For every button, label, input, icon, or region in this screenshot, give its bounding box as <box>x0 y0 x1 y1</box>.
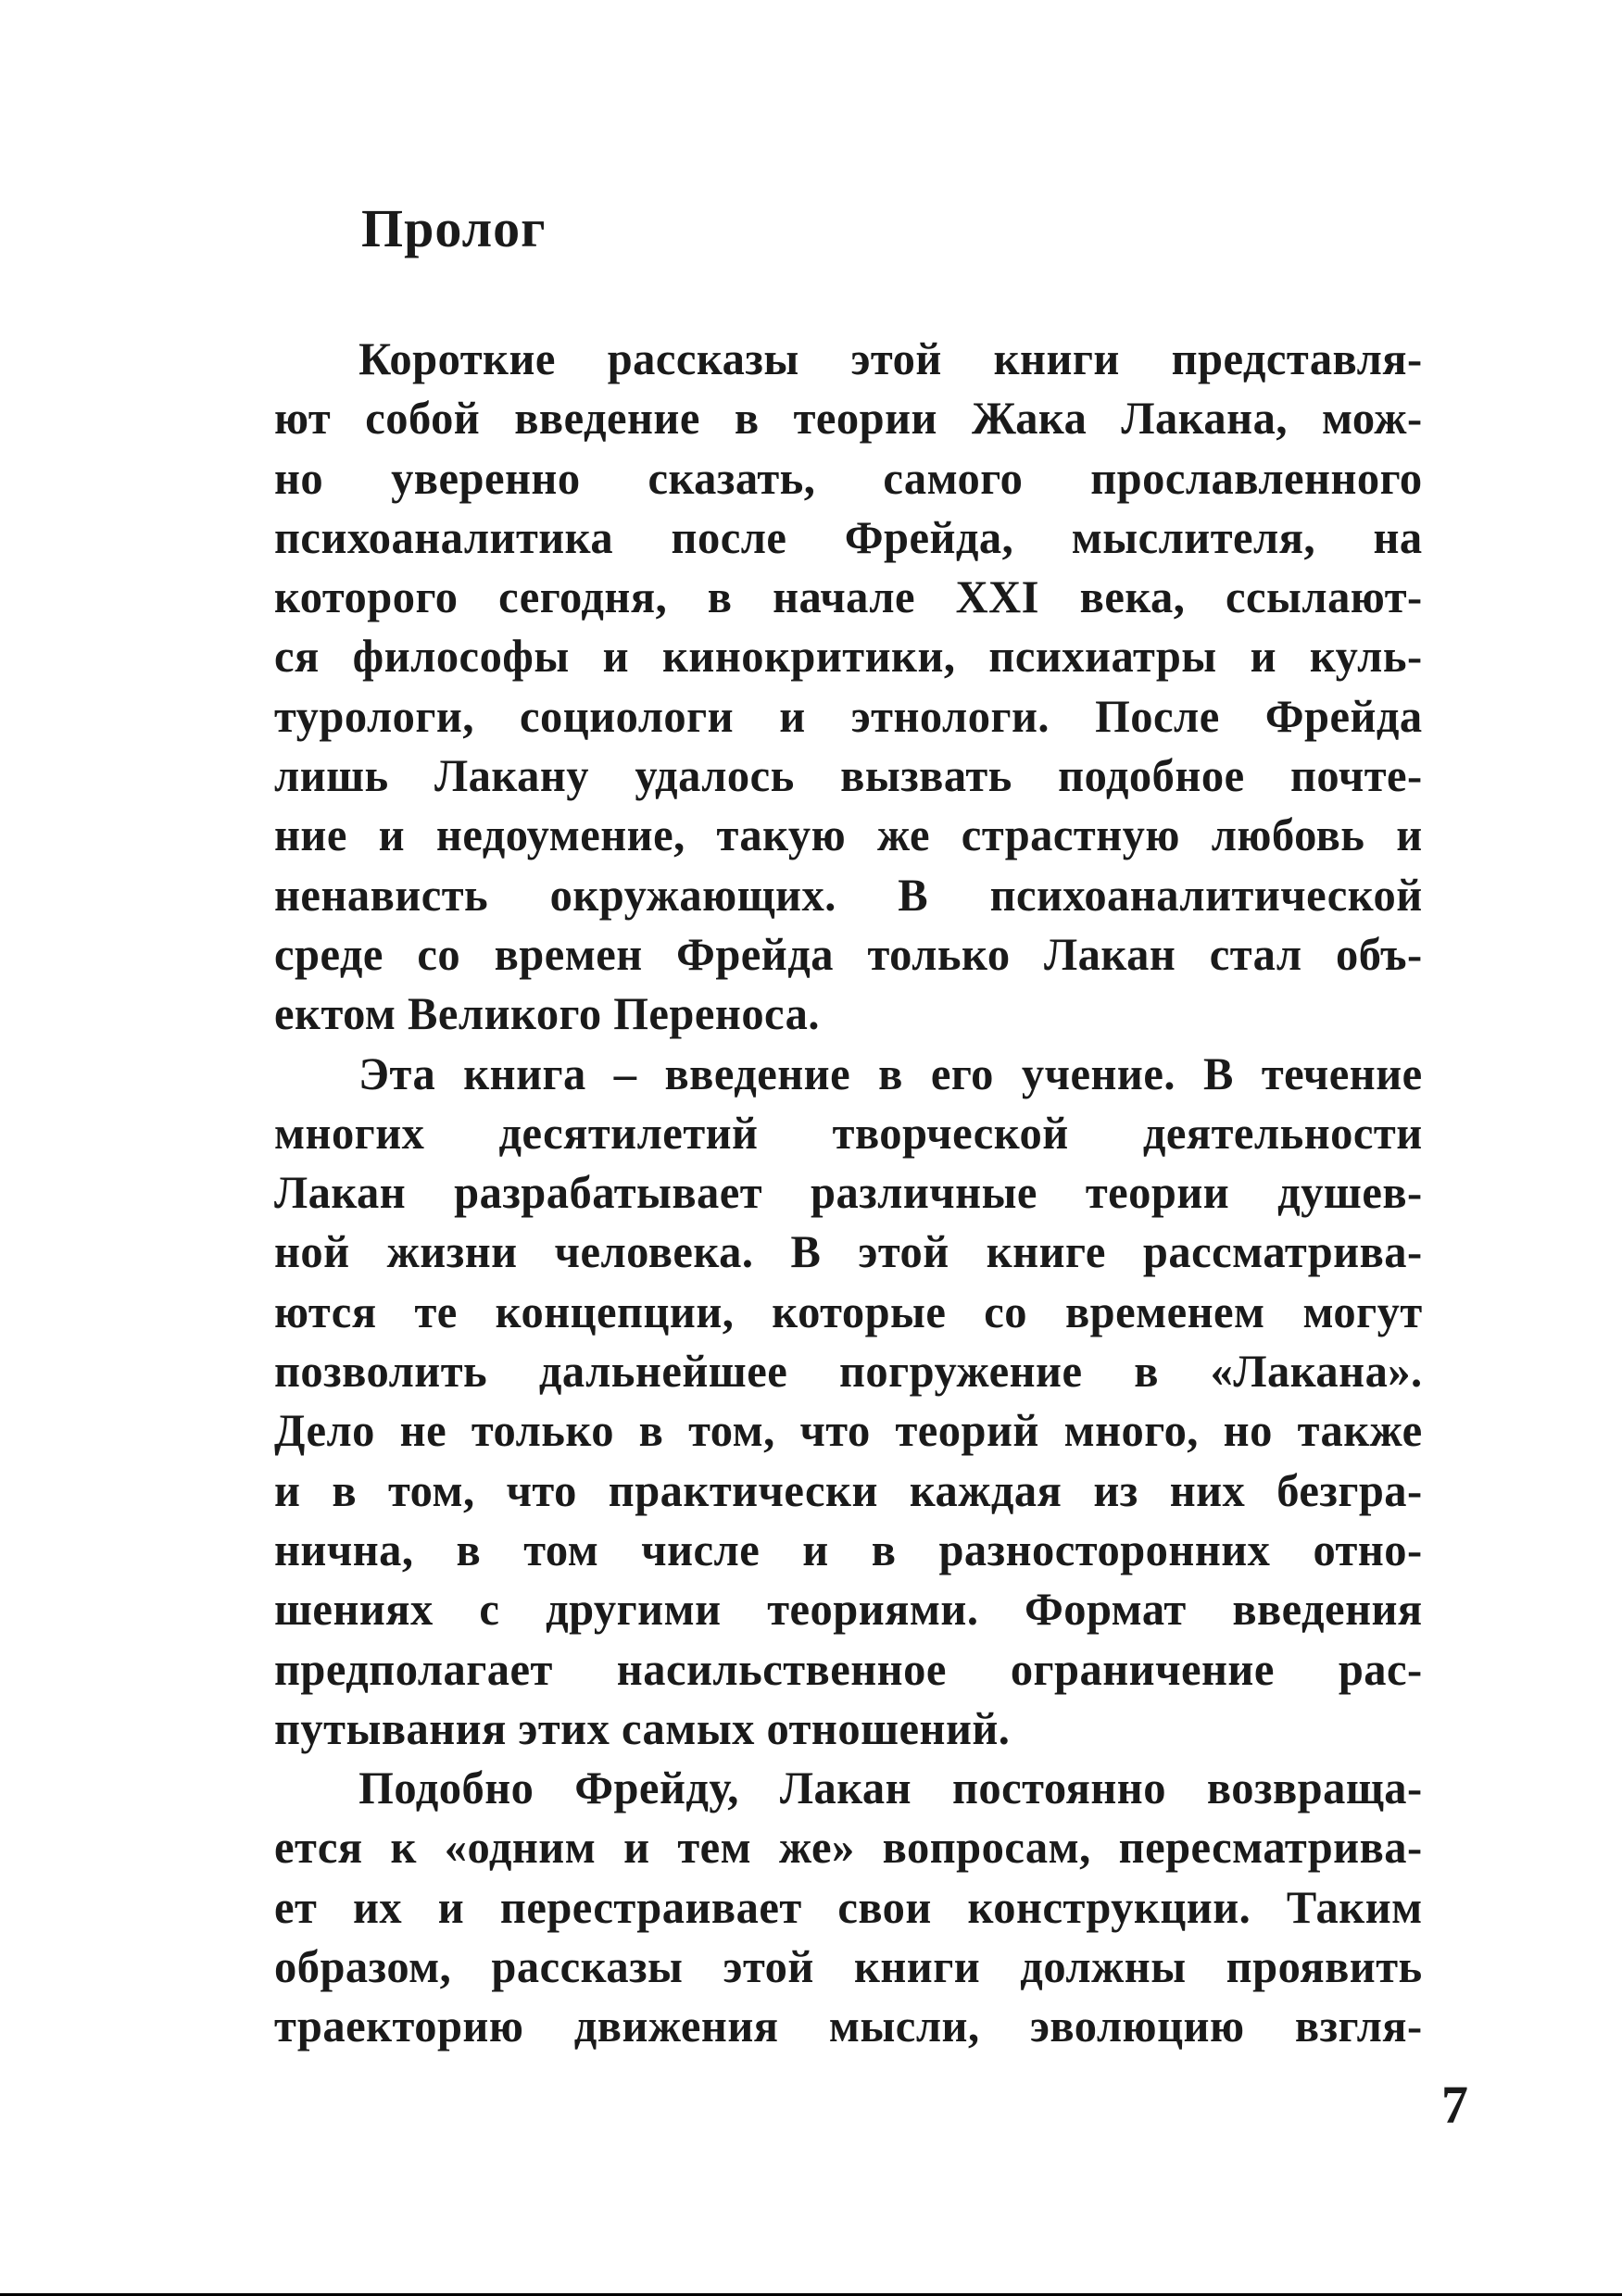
text-line: турологи, социологи и этнологи. После Фрейда <box>274 689 1423 742</box>
body-text <box>274 329 1423 2056</box>
text-line: ной жизни человека. В этой книге рассматрива- <box>274 1225 1423 1278</box>
text-line: среде со времен Фрейда только Лакан стал объ- <box>274 927 1423 980</box>
text-line: Дело не только в том, что теорий много, но также <box>274 1404 1423 1457</box>
text-line: траекторию движения мысли, эволюцию взгля- <box>274 2000 1423 2052</box>
text-line: ют собой введение в теории Жака Лакана, мож- <box>274 392 1423 445</box>
text-line: позволить дальнейшее погружение в «Лакана». <box>274 1345 1423 1398</box>
text-line: но уверенно сказать, самого прославленного <box>274 451 1423 504</box>
text-line: ся философы и кинокритики, психиатры и куль- <box>274 630 1423 683</box>
text-line: многих десятилетий творческой деятельности <box>274 1106 1423 1159</box>
text-line: ние и недоумение, такую же страстную любовь и <box>274 809 1423 861</box>
text-line: психоаналитика после Фрейда, мыслителя, на <box>274 510 1423 563</box>
text-line: ются те концепции, которые со временем могут <box>274 1285 1423 1337</box>
text-line: ется к «одним и тем же» вопросам, пересматрива- <box>274 1821 1423 1874</box>
text-line: которого сегодня, в начале XXI века, ссылают- <box>274 571 1423 623</box>
text-line: лишь Лакану удалось вызвать подобное почте- <box>274 749 1423 802</box>
text-line: ненависть окружающих. В психоаналитической <box>274 868 1423 921</box>
text-line: предполагает насильственное ограничение рас- <box>274 1642 1423 1695</box>
text-line: и в том, что практически каждая из них безгра- <box>274 1463 1423 1516</box>
text-line: нична, в том числе и в разносторонних отно- <box>274 1523 1423 1575</box>
text-line: Подобно Фрейду, Лакан постоянно возвраща- <box>358 1762 1423 1814</box>
chapter-heading: Пролог <box>361 198 547 258</box>
text-line: путывания этих самых отношений. <box>274 1701 1011 1754</box>
text-line: ет их и перестраивает свои конструкции. Таким <box>274 1880 1423 1933</box>
text-line: образом, рассказы этой книги должны проявить <box>274 1940 1423 1993</box>
text-line: ектом Великого Переноса. <box>274 987 821 1040</box>
text-line: Короткие рассказы этой книги представля- <box>358 332 1423 384</box>
text-line: шениях с другими теориями. Формат введения <box>274 1583 1423 1636</box>
text-line: Лакан разрабатывает различные теории душев- <box>274 1166 1423 1219</box>
page-number: 7 <box>1441 2075 1468 2135</box>
text-line: Эта книга – введение в его учение. В течение <box>358 1047 1423 1099</box>
